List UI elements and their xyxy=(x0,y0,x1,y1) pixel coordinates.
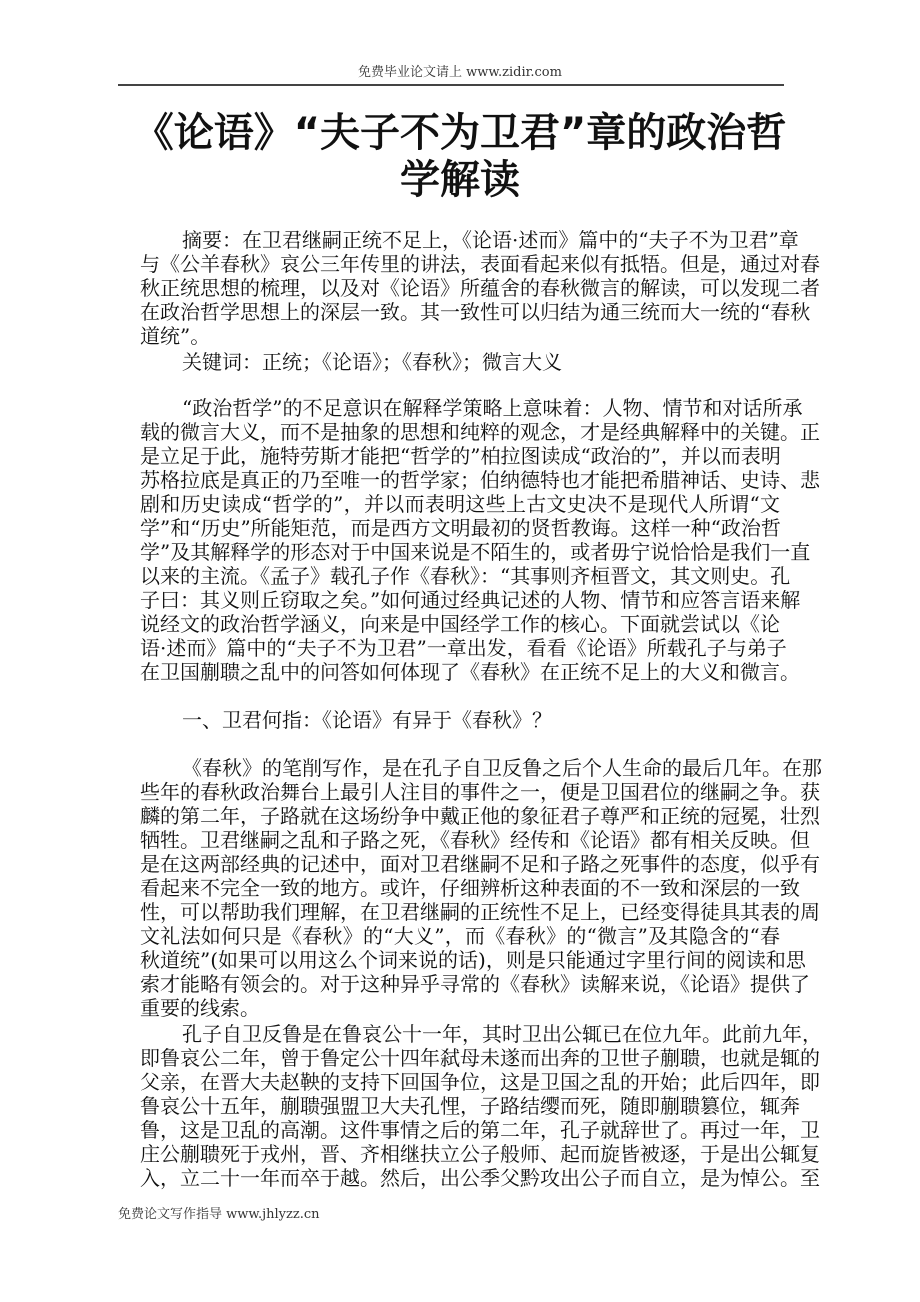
paragraph xyxy=(140,1022,822,1190)
text-line: 学”及其解释学的形态对于中国来说是不陌生的，或者毋宁说恰恰是我们一直 xyxy=(140,540,811,564)
text-line: 庄公蒯聩死于戎州，晋、齐相继扶立公子般师、起而旋皆被逐，于是出公辄复 xyxy=(140,1142,820,1166)
text-line: 即鲁哀公二年，曾于鲁定公十四年弑母未遂而出奔的卫世子蒯聩，也就是辄的 xyxy=(140,1046,820,1070)
text-line: 说经文的政治哲学涵义，向来是中国经学工作的核心。下面就尝试以《论 xyxy=(140,612,780,636)
section-heading-text: 一、卫君何指：《论语》有异于《春秋》？ xyxy=(182,708,552,732)
text-line: 秋道统”(如果可以用这么个词来说的话)，则是只能通过字里行间的阅读和思 xyxy=(140,948,806,972)
text-line: 性，可以帮助我们理解，在卫君继嗣的正统性不足上，已经变得徒具其表的周 xyxy=(140,900,820,924)
text-line: 学”和“历史”所能矩范，而是西方文明最初的贤哲教诲。这样一种“政治哲 xyxy=(140,516,781,540)
text-line: 在卫国蒯聩之乱中的问答如何体现了《春秋》在正统不足上的大义和微言。 xyxy=(140,660,800,684)
page-header: 免费毕业论文请上 www.zidir.com xyxy=(358,65,562,80)
text-line: 摘要：在卫君继嗣正统不足上，《论语·述而》篇中的“夫子不为卫君”章 xyxy=(182,228,799,252)
keywords-text: 关键词：正统；《论语》；《春秋》；微言大义 xyxy=(182,350,562,374)
title-line: 学解读 xyxy=(400,157,520,203)
text-line: 索才能略有领会的。对于这种异乎寻常的《春秋》读解来说，《论语》提供了 xyxy=(140,972,810,996)
text-line: 看起来不完全一致的地方。或许，仔细辨析这种表面的不一致和深层的一致 xyxy=(140,876,800,900)
text-line: 与《公羊春秋》哀公三年传里的讲法，表面看起来似有抵牾。但是，通过对春 xyxy=(140,252,820,276)
text-line: 苏格拉底是真正的乃至唯一的哲学家；伯纳德特也才能把希腊神话、史诗、悲 xyxy=(140,468,820,492)
text-line: 鲁哀公十五年，蒯聩强盟卫大夫孔悝，子路结缨而死，随即蒯聩篡位，辄奔 xyxy=(140,1094,800,1118)
paragraph xyxy=(140,756,822,1020)
text-line: 子曰：其义则丘窃取之矣。”如何通过经典记述的人物、情节和应答言语来解 xyxy=(140,588,801,612)
text-line: 秋正统思想的梳理，以及对《论语》所蕴舍的春秋微言的解读，可以发现二者 xyxy=(140,276,820,300)
text-line: “政治哲学”的不足意识在解释学策略上意味着：人物、情节和对话所承 xyxy=(182,396,803,420)
text-line: 牺牲。卫君继嗣之乱和子路之死，《春秋》经传和《论语》都有相关反映。但 xyxy=(140,828,810,852)
text-line: 文礼法如何只是《春秋》的“大义”，而《春秋》的“微言”及其隐含的“春 xyxy=(140,924,780,948)
text-line: 载的微言大义，而不是抽象的思想和纯粹的观念，才是经典解释中的关键。正 xyxy=(140,420,820,444)
text-line: 孔子自卫反鲁是在鲁哀公十一年，其时卫出公辄已在位九年。此前九年， xyxy=(182,1022,822,1046)
text-line: 道统”。 xyxy=(140,324,211,348)
text-line: 麟的第二年，子路就在这场纷争中戴正他的象征君子尊严和正统的冠冕，壮烈 xyxy=(140,804,820,828)
text-line: 父亲，在晋大夫赵鞅的支持下回国争位，这是卫国之乱的开始；此后四年，即 xyxy=(140,1070,820,1094)
text-line: 剧和历史读成“哲学的”，并以而表明这些上古文史决不是现代人所谓“文 xyxy=(140,492,780,516)
page-footer: 免费论文写作指导 www.jhlyzz.cn xyxy=(118,1207,320,1222)
text-line: 入，立二十一年而卒于越。然后，出公季父黔攻出公子而自立，是为悼公。至 xyxy=(140,1166,820,1190)
abstract xyxy=(140,228,820,348)
keywords xyxy=(140,350,780,374)
document-title xyxy=(100,110,820,204)
text-line: 在政治哲学思想上的深层一致。其一致性可以归结为通三统而大一统的“春秋 xyxy=(140,300,811,324)
title-line: 《论语》“夫子不为卫君”章的政治哲 xyxy=(133,110,787,156)
text-line: 些年的春秋政治舞台上最引人注目的事件之一，便是卫国君位的继嗣之争。获 xyxy=(140,780,820,804)
text-line: 以来的主流。《孟子》载孔子作《春秋》：“其事则齐桓晋文，其文则史。孔 xyxy=(140,564,791,588)
text-line: 是在这两部经典的记述中，面对卫君继嗣不足和子路之死事件的态度，似乎有 xyxy=(140,852,820,876)
header-rule xyxy=(118,84,784,86)
paragraph xyxy=(140,396,820,684)
text-line: 《春秋》的笔削写作，是在孔子自卫反鲁之后个人生命的最后几年。在那 xyxy=(182,756,822,780)
text-line: 是立足于此，施特劳斯才能把“哲学的”柏拉图读成“政治的”，并以而表明 xyxy=(140,444,781,468)
text-line: 重要的线索。 xyxy=(140,996,260,1020)
text-line: 语·述而》篇中的“夫子不为卫君”一章出发，看看《论语》所载孔子与弟子 xyxy=(140,636,787,660)
text-line: 鲁，这是卫乱的高潮。这件事情之后的第二年，孔子就辞世了。再过一年，卫 xyxy=(140,1118,820,1142)
section-heading xyxy=(140,708,780,732)
